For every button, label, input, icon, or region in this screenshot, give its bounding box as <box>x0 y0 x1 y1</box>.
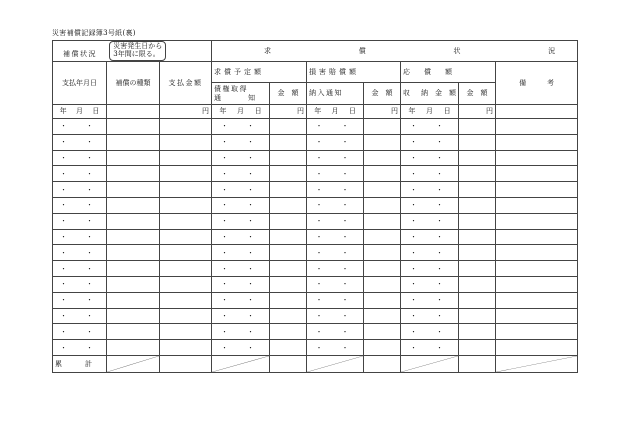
entry-cell[interactable] <box>364 245 401 261</box>
date-cell[interactable]: ・ ・ <box>53 292 107 308</box>
date-cell[interactable]: ・ ・ <box>212 150 270 166</box>
entry-cell[interactable] <box>364 150 401 166</box>
entry-cell[interactable] <box>496 276 578 292</box>
entry-cell[interactable] <box>459 324 496 340</box>
entry-cell[interactable] <box>270 119 307 135</box>
entry-cell[interactable] <box>107 276 160 292</box>
entry-cell[interactable] <box>270 245 307 261</box>
table-row <box>53 324 578 340</box>
ruikei-label: 累 計 <box>53 355 107 372</box>
date-cell[interactable]: ・ ・ <box>53 197 107 213</box>
entry-cell[interactable] <box>364 261 401 277</box>
date-cell[interactable]: ・ ・ <box>307 182 364 198</box>
entry-cell[interactable] <box>496 308 578 324</box>
table-row <box>53 340 578 356</box>
entry-cell[interactable] <box>160 134 212 150</box>
entry-cell[interactable] <box>364 324 401 340</box>
diagonal-cell <box>496 355 578 372</box>
entry-cell[interactable] <box>364 276 401 292</box>
diagonal-cell <box>307 355 364 372</box>
entry-cell[interactable] <box>107 197 160 213</box>
date-cell[interactable]: ・ ・ <box>53 213 107 229</box>
entry-cell[interactable] <box>160 166 212 182</box>
date-cell[interactable]: ・ ・ <box>401 292 459 308</box>
entry-cell[interactable] <box>270 150 307 166</box>
entry-cell[interactable] <box>364 229 401 245</box>
col-hosho-type: 補償の種類 <box>107 62 160 105</box>
period-note-line1: 災害発生日から <box>113 42 163 51</box>
diagonal-cell <box>107 355 160 372</box>
col-shiharai-date: 支払年月日 <box>53 62 107 105</box>
unit-date-2: 年 月 日 <box>212 105 270 119</box>
date-cell[interactable]: ・ ・ <box>401 197 459 213</box>
date-cell[interactable]: ・ ・ <box>307 276 364 292</box>
date-cell[interactable]: ・ ・ <box>401 261 459 277</box>
entry-cell[interactable] <box>270 166 307 182</box>
entry-cell[interactable] <box>364 197 401 213</box>
entry-cell[interactable] <box>364 134 401 150</box>
table-row <box>53 134 578 150</box>
entry-cell[interactable] <box>107 182 160 198</box>
entry-cell[interactable] <box>459 340 496 356</box>
col-nonyu-tsuchi: 納入通知 <box>307 83 364 105</box>
date-cell[interactable]: ・ ・ <box>401 166 459 182</box>
col-osho: 応 償 額 <box>401 62 496 83</box>
total-shiharai[interactable] <box>160 355 212 372</box>
entry-cell[interactable] <box>270 229 307 245</box>
entry-cell[interactable] <box>496 229 578 245</box>
entry-cell[interactable] <box>160 324 212 340</box>
table-row <box>53 182 578 198</box>
unit-yen-4: 円 <box>459 105 496 119</box>
entry-cell[interactable] <box>496 213 578 229</box>
entry-cell[interactable] <box>496 150 578 166</box>
table-row <box>53 276 578 292</box>
kyusho-char-2: 償 <box>358 46 366 55</box>
table-row <box>53 308 578 324</box>
kyusho-char-3: 状 <box>453 46 461 55</box>
table-row <box>53 150 578 166</box>
entry-cell[interactable] <box>270 276 307 292</box>
unit-date-4: 年 月 日 <box>401 105 459 119</box>
col-biko: 備 考 <box>496 62 578 105</box>
total-row <box>53 355 578 372</box>
entry-cell[interactable] <box>107 119 160 135</box>
date-cell[interactable]: ・ ・ <box>401 134 459 150</box>
entry-cell[interactable] <box>496 134 578 150</box>
entry-cell[interactable] <box>160 229 212 245</box>
entry-cell[interactable] <box>270 324 307 340</box>
entry-cell[interactable] <box>459 150 496 166</box>
entry-cell[interactable] <box>459 166 496 182</box>
unit-date-3: 年 月 日 <box>307 105 364 119</box>
date-cell[interactable]: ・ ・ <box>307 229 364 245</box>
date-cell[interactable]: ・ ・ <box>53 150 107 166</box>
col-kingaku-2: 金 額 <box>364 83 401 105</box>
entry-cell[interactable] <box>496 261 578 277</box>
entry-cell[interactable] <box>459 245 496 261</box>
entry-cell[interactable] <box>107 340 160 356</box>
unit-yen-2: 円 <box>270 105 307 119</box>
record-table <box>52 40 578 373</box>
entry-cell[interactable] <box>496 197 578 213</box>
record-sheet <box>52 40 577 372</box>
date-cell[interactable]: ・ ・ <box>401 229 459 245</box>
entry-cell[interactable] <box>364 213 401 229</box>
date-cell[interactable]: ・ ・ <box>212 229 270 245</box>
date-cell[interactable]: ・ ・ <box>212 261 270 277</box>
date-cell[interactable]: ・ ・ <box>401 340 459 356</box>
entry-cell[interactable] <box>160 119 212 135</box>
col-songai-baisho: 損害賠償額 <box>307 62 401 83</box>
table-row <box>53 197 578 213</box>
date-cell[interactable]: ・ ・ <box>53 276 107 292</box>
entry-cell[interactable] <box>364 308 401 324</box>
table-row <box>53 245 578 261</box>
col-kingaku: 金 額 <box>270 83 307 105</box>
date-cell[interactable]: ・ ・ <box>307 166 364 182</box>
date-cell[interactable]: ・ ・ <box>307 150 364 166</box>
date-cell[interactable]: ・ ・ <box>307 324 364 340</box>
date-cell[interactable]: ・ ・ <box>53 324 107 340</box>
entry-cell[interactable] <box>160 197 212 213</box>
date-cell[interactable]: ・ ・ <box>307 213 364 229</box>
date-cell[interactable]: ・ ・ <box>212 182 270 198</box>
date-cell[interactable]: ・ ・ <box>401 213 459 229</box>
entry-cell[interactable] <box>107 245 160 261</box>
date-cell[interactable]: ・ ・ <box>401 182 459 198</box>
date-cell[interactable]: ・ ・ <box>401 324 459 340</box>
entry-cell[interactable] <box>107 308 160 324</box>
entry-cell[interactable] <box>496 292 578 308</box>
kyusho-jokyo-cell <box>212 41 578 62</box>
date-cell[interactable]: ・ ・ <box>212 119 270 135</box>
date-cell[interactable]: ・ ・ <box>53 340 107 356</box>
entry-cell[interactable] <box>107 134 160 150</box>
date-cell[interactable]: ・ ・ <box>307 245 364 261</box>
date-cell[interactable]: ・ ・ <box>212 324 270 340</box>
entry-cell[interactable] <box>270 213 307 229</box>
entry-cell[interactable] <box>107 150 160 166</box>
date-cell[interactable]: ・ ・ <box>212 213 270 229</box>
diagonal-cell <box>401 355 459 372</box>
entry-cell[interactable] <box>107 213 160 229</box>
entry-cell[interactable] <box>107 292 160 308</box>
entry-cell[interactable] <box>364 182 401 198</box>
entry-cell[interactable] <box>459 308 496 324</box>
col-shiharai-amount: 支払金額 <box>160 62 212 105</box>
period-note <box>109 41 166 60</box>
hosho-jokyo-cell <box>53 41 212 62</box>
entry-cell[interactable] <box>496 245 578 261</box>
entry-cell[interactable] <box>496 182 578 198</box>
date-cell[interactable]: ・ ・ <box>53 245 107 261</box>
entry-cell[interactable] <box>459 276 496 292</box>
entry-cell[interactable] <box>459 134 496 150</box>
entry-cell[interactable] <box>459 213 496 229</box>
date-cell[interactable]: ・ ・ <box>307 340 364 356</box>
entry-cell[interactable] <box>160 340 212 356</box>
entry-cell[interactable] <box>496 340 578 356</box>
header-row-2 <box>53 62 578 83</box>
date-cell[interactable]: ・ ・ <box>212 166 270 182</box>
date-cell[interactable]: ・ ・ <box>53 134 107 150</box>
entry-cell[interactable] <box>107 324 160 340</box>
date-cell[interactable]: ・ ・ <box>212 292 270 308</box>
table-row <box>53 119 578 135</box>
entry-cell[interactable] <box>270 292 307 308</box>
col-kingaku-3: 金 額 <box>459 83 496 105</box>
date-cell[interactable]: ・ ・ <box>53 166 107 182</box>
date-cell[interactable]: ・ ・ <box>401 276 459 292</box>
entry-cell[interactable] <box>459 292 496 308</box>
date-cell[interactable]: ・ ・ <box>307 197 364 213</box>
entry-cell[interactable] <box>270 182 307 198</box>
kyusho-char-4: 況 <box>548 46 556 55</box>
date-cell[interactable]: ・ ・ <box>212 197 270 213</box>
date-cell[interactable]: ・ ・ <box>212 276 270 292</box>
header-row-1 <box>53 41 578 62</box>
entry-cell[interactable] <box>459 197 496 213</box>
kyusho-char-1: 求 <box>264 46 272 55</box>
entry-cell[interactable] <box>107 166 160 182</box>
unit-row <box>53 105 578 119</box>
entry-cell[interactable] <box>160 276 212 292</box>
date-cell[interactable]: ・ ・ <box>53 308 107 324</box>
entry-cell[interactable] <box>107 229 160 245</box>
entry-cell[interactable] <box>270 308 307 324</box>
unit-yen-1: 円 <box>160 105 212 119</box>
entry-cell[interactable] <box>107 261 160 277</box>
hosho-jokyo-label: 補償状況 <box>63 50 97 58</box>
date-cell[interactable]: ・ ・ <box>307 292 364 308</box>
table-row <box>53 292 578 308</box>
total-kyusho[interactable] <box>270 355 307 372</box>
entry-cell[interactable] <box>364 340 401 356</box>
diagonal-cell <box>212 355 270 372</box>
entry-cell[interactable] <box>160 261 212 277</box>
unit-date-1: 年 月 日 <box>53 105 107 119</box>
date-cell[interactable]: ・ ・ <box>53 261 107 277</box>
entry-cell[interactable] <box>160 308 212 324</box>
entry-cell[interactable] <box>270 197 307 213</box>
unit-yen-3: 円 <box>364 105 401 119</box>
entry-cell[interactable] <box>496 119 578 135</box>
form-title: 災害補償記録簿3号紙(裏) <box>52 29 136 37</box>
date-cell[interactable]: ・ ・ <box>307 119 364 135</box>
entry-cell[interactable] <box>270 134 307 150</box>
table-row <box>53 229 578 245</box>
date-cell[interactable]: ・ ・ <box>212 340 270 356</box>
table-row <box>53 261 578 277</box>
entry-cell[interactable] <box>364 292 401 308</box>
col-saiken-tsuchi: 債権取得 通 知 <box>212 83 270 105</box>
date-cell[interactable]: ・ ・ <box>401 119 459 135</box>
total-songai[interactable] <box>364 355 401 372</box>
entry-cell[interactable] <box>364 166 401 182</box>
entry-cell[interactable] <box>160 213 212 229</box>
entry-cell[interactable] <box>160 182 212 198</box>
entry-cell[interactable] <box>270 340 307 356</box>
date-cell[interactable]: ・ ・ <box>212 245 270 261</box>
entry-cell[interactable] <box>160 150 212 166</box>
entry-cell[interactable] <box>459 119 496 135</box>
table-row <box>53 166 578 182</box>
entry-cell[interactable] <box>459 261 496 277</box>
col-shunou: 収 納 金 額 <box>401 83 459 105</box>
entry-cell[interactable] <box>160 245 212 261</box>
entry-cell[interactable] <box>496 166 578 182</box>
entry-cell[interactable] <box>270 261 307 277</box>
date-cell[interactable]: ・ ・ <box>401 308 459 324</box>
date-cell[interactable]: ・ ・ <box>53 119 107 135</box>
date-cell[interactable]: ・ ・ <box>307 308 364 324</box>
entry-cell[interactable] <box>496 324 578 340</box>
date-cell[interactable]: ・ ・ <box>401 245 459 261</box>
col-kyusho-yotei: 求償予定額 <box>212 62 307 83</box>
date-cell[interactable]: ・ ・ <box>401 150 459 166</box>
entry-cell[interactable] <box>364 119 401 135</box>
date-cell[interactable]: ・ ・ <box>53 229 107 245</box>
date-cell[interactable]: ・ ・ <box>307 261 364 277</box>
entry-cell[interactable] <box>459 229 496 245</box>
table-row <box>53 213 578 229</box>
date-cell[interactable]: ・ ・ <box>307 134 364 150</box>
period-note-line2: 3年間に限る。 <box>113 50 160 58</box>
date-cell[interactable]: ・ ・ <box>212 134 270 150</box>
entry-cell[interactable] <box>160 292 212 308</box>
total-osho[interactable] <box>459 355 496 372</box>
date-cell[interactable]: ・ ・ <box>53 182 107 198</box>
entry-cell[interactable] <box>459 182 496 198</box>
date-cell[interactable]: ・ ・ <box>212 308 270 324</box>
